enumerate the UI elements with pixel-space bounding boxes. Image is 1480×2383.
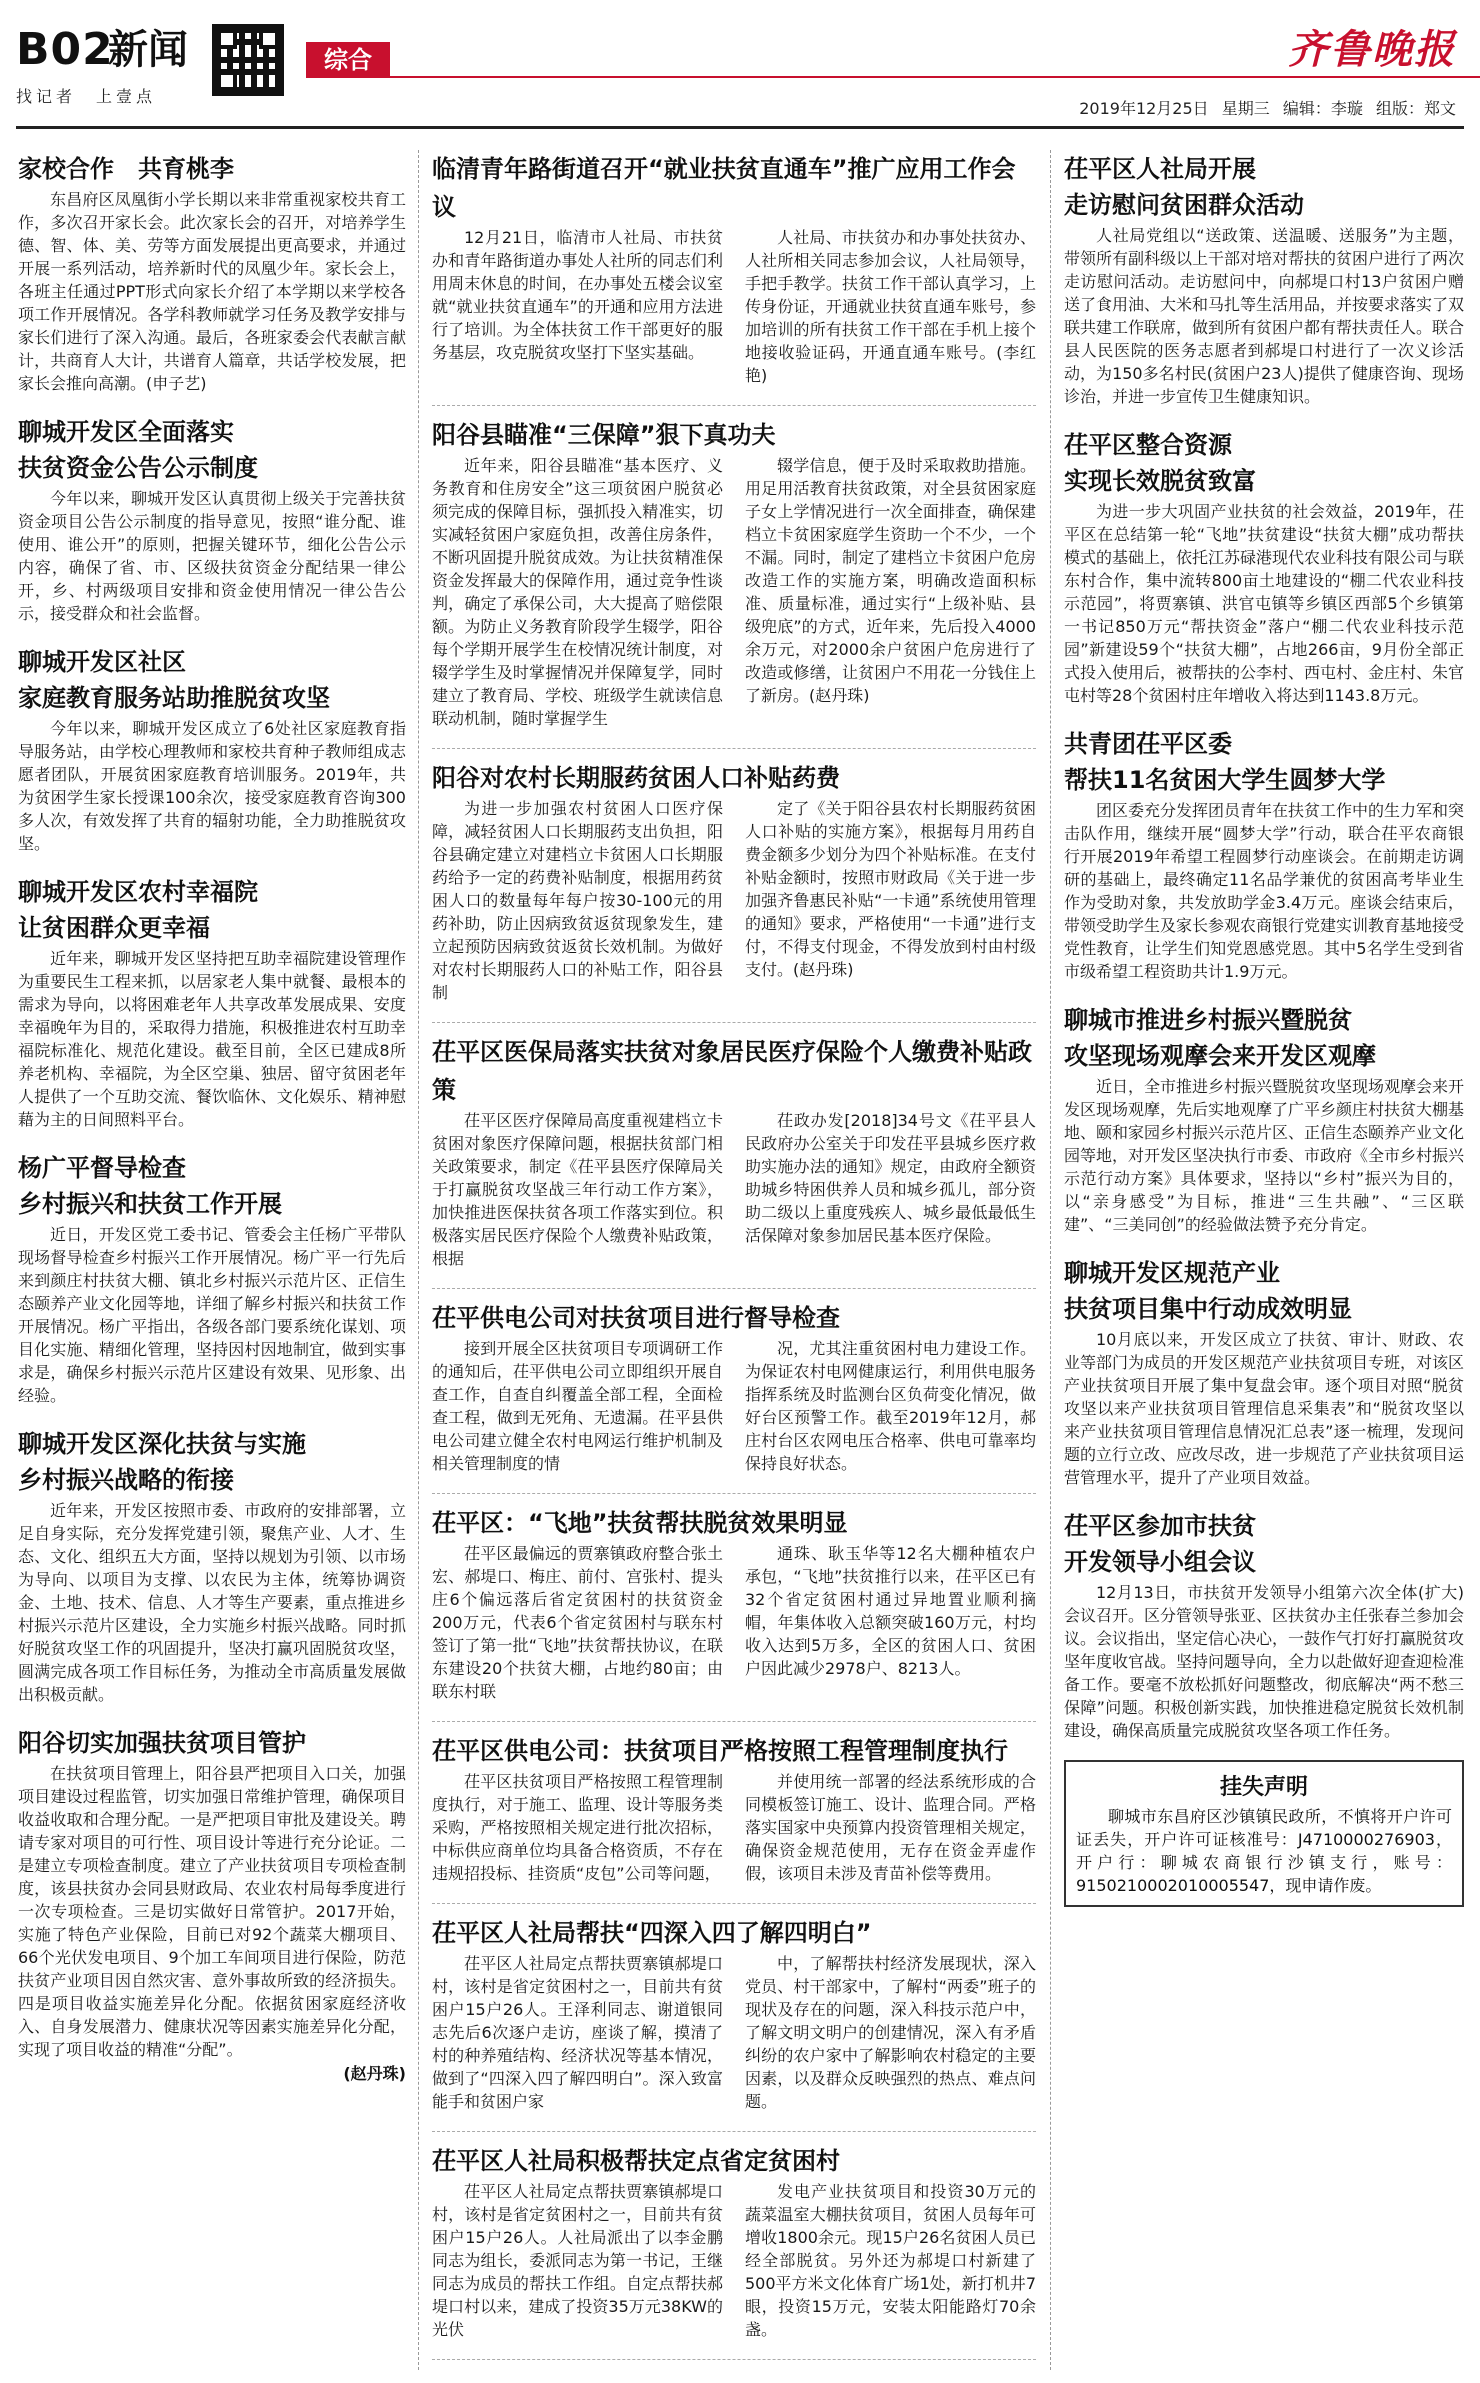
text-column xyxy=(745,1770,1036,1885)
article xyxy=(18,1724,406,2084)
paragraph: 通珠、耿玉华等12名大棚种植农户承包，“飞地”扶贫推行以来，茌平区已有32个省定贫困村通过异地置业顺利摘帽，年集体收入总额突破160万元，村均收入达到5万多，全区的贫困人口、贫困户因此减少2978户、8213人。 xyxy=(745,1544,1036,1678)
page-header xyxy=(0,0,1480,140)
article-subtitle: 开发领导小组会议 xyxy=(1064,1548,1256,1576)
article-body xyxy=(432,1542,1036,1703)
article xyxy=(432,1299,1036,1475)
article xyxy=(1064,725,1464,983)
header-rule xyxy=(16,126,1464,129)
text-column xyxy=(432,1770,723,1885)
text-column xyxy=(432,797,723,1004)
article xyxy=(18,150,406,395)
article-separator xyxy=(432,2359,1036,2360)
article xyxy=(1064,1001,1464,1236)
article-body xyxy=(432,797,1036,1004)
article-title: 聊城开发区农村幸福院 xyxy=(18,878,258,906)
editor: 编辑：李璇 xyxy=(1282,99,1363,118)
text-column xyxy=(432,1542,723,1703)
header-accent-line xyxy=(390,76,1480,78)
text-column xyxy=(745,1337,1036,1475)
article-subtitle: 走访慰问贫困群众活动 xyxy=(1064,191,1304,219)
section-tag: 综合 xyxy=(306,42,390,78)
article-separator xyxy=(432,405,1036,406)
text-column xyxy=(432,226,723,387)
paragraph: 中，了解帮扶村经济发展现状，深入党员、村干部家中，了解村“两委”班子的现状及存在的问题，深入科技示范户中，了解文明文明户的创建情况，深入有矛盾纠纷的农户家中了解影响农村稳定的主要因素，以及群众反映强烈的热点、难点问题。 xyxy=(745,1954,1036,2111)
article-subtitle: 乡村振兴战略的衔接 xyxy=(18,1466,234,1494)
article xyxy=(432,1504,1036,1703)
text-column xyxy=(745,1952,1036,2113)
article xyxy=(432,1732,1036,1885)
paragraph: 并使用统一部署的经法系统形成的合同模板签订施工、设计、监理合同。严格落实国家中央预算内投资管理相关规定，确保资金规范使用，无存在资金弄虚作假，该项目未涉及青苗补偿等费用。 xyxy=(745,1772,1036,1883)
issue-date: 2019年12月25日 xyxy=(1079,99,1209,118)
article-title: 茌平供电公司对扶贫项目进行督导检查 xyxy=(432,1304,840,1332)
article xyxy=(432,1033,1036,1270)
paragraph: 辍学信息，便于及时采取救助措施。用足用活教育扶贫政策，对全县贫困家庭子女上学情况进行一次全面排查，确保建档立卡贫困家庭学生资助一个不少，一个不漏。同时，制定了建档立卡贫困户危房改造工作的实施方案，明确改造面积标准、质量标准，通过实行“上级补贴、县级兜底”的方式，近年来，先后投入4000余万元，对2000余户贫困户危房进行了改造或修缮，让贫困户不用花一分钱住上了新房。(赵丹珠) xyxy=(745,456,1036,705)
article xyxy=(18,643,406,855)
article-body xyxy=(432,454,1036,730)
article-separator xyxy=(432,2131,1036,2132)
paragraph: 况，尤其注重贫困村电力建设工作。为保证农村电网健康运行，利用供电服务指挥系统及时监测台区负荷变化情况，做好台区预警工作。截至2019年12月，郝庄村台区农网电压合格率、供电可靠率均保持良好状态。 xyxy=(745,1339,1036,1473)
newspaper-logo: 齐鲁晚报 xyxy=(1288,26,1456,73)
article-separator xyxy=(432,748,1036,749)
article-subtitle: 帮扶11名贫困大学生圆梦大学 xyxy=(1064,766,1386,794)
slogan: 找记者 上壹点 xyxy=(16,87,157,106)
paragraph: 发电产业扶贫项目和投资30万元的蔬菜温室大棚扶贫项目，贫困人员每年可增收1800余元。现15户26名贫困人员已经全部脱贫。另外还为郝堤口村新建了500平方米文化体育广场1处，新打机井7眼，投资15万元，安装太阳能路灯70余盏。 xyxy=(745,2182,1036,2339)
paragraph: 为进一步加强农村贫困人口医疗保障，减轻贫困人口长期服药支出负担，阳谷县确定建立对建档立卡贫困人口长期服药给予一定的药费补贴制度，根据用药贫困人口的数量每年每户按30-100元的用药补助，防止因病致贫返贫现象发生，建立起预防因病致贫返贫长效机制。为做好对农村长期服药人口的补贴工作，阳谷县制 xyxy=(432,799,723,1002)
column-divider xyxy=(1050,150,1051,2370)
article-body xyxy=(432,1109,1036,1270)
text-column xyxy=(432,2180,723,2341)
article xyxy=(432,1914,1036,2113)
column-center xyxy=(432,150,1036,2370)
article-title: 茌平区整合资源 xyxy=(1064,431,1232,459)
article-subtitle: 扶贫资金公告公示制度 xyxy=(18,454,258,482)
paragraph: 人社局党组以“送政策、送温暖、送服务”为主题，带领所有副科级以上干部对培对帮扶的贫困户进行了两次走访慰问活动。走访慰问中，向郝堤口村13户贫困户赠送了食用油、大米和马扎等生活用品，并按要求落实了双联共建工作联席，做到所有贫困户都有帮扶责任人。联合县人民医院的医务志愿者到郝堤口村进行了一次义诊活动，为150多名村民(贫困户23人)提供了健康咨询、现场诊治，并进一步宣传卫生健康知识。 xyxy=(1064,226,1465,406)
article-title: 临清青年路街道召开“就业扶贫直通车”推广应用工作会议 xyxy=(432,155,1016,221)
article-body xyxy=(432,1337,1036,1475)
article-title: 阳谷县瞄准“三保障”狠下真功夫 xyxy=(432,421,776,449)
paragraph: 10月底以来，开发区成立了扶贫、审计、财政、农业等部门为成员的开发区规范产业扶贫项目专班，对该区产业扶贫项目开展了集中复盘会审。逐个项目对照“脱贫攻坚以来产业扶贫项目管理信息采集表”和“脱贫攻坚以来产业扶贫项目管理信息情况汇总表”逐一梳理，发现问题的立行立改、应改尽改，进一步规范了产业扶贫项目运营管理水平，提升了产业项目效益。 xyxy=(1064,1330,1465,1487)
article-subtitle: 攻坚现场观摩会来开发区观摩 xyxy=(1064,1042,1376,1070)
article-body xyxy=(432,1770,1036,1885)
issue-weekday: 星期三 xyxy=(1221,99,1270,118)
article-title: 茌平区人社局积极帮扶定点省定贫困村 xyxy=(432,2147,840,2175)
paragraph: 近年来，聊城开发区坚持把互助幸福院建设管理作为重要民生工程来抓，以居家老人集中就餐、最根本的需求为导向，以将困难老年人共享改革发展成果、安度幸福晚年为目的，采取得力措施，积极推进农村互助幸福院标准化、规范化建设。截至目前，全区已建成8所养老机构、幸福院，为全区空巢、独居、留守贫困老年人提供了一个互助交流、餐饮临休、文化娱乐、精神慰藉为主的日间照料平台。 xyxy=(18,949,406,1129)
article-title: 家校合作 共育桃李 xyxy=(18,155,234,183)
section-name: 新闻 xyxy=(108,27,188,73)
article-title: 聊城开发区社区 xyxy=(18,648,186,676)
article-body xyxy=(432,1952,1036,2113)
column-divider xyxy=(418,150,419,2370)
text-column xyxy=(745,454,1036,730)
article-title: 茌平区供电公司：扶贫项目严格按照工程管理制度执行 xyxy=(432,1737,1008,1765)
text-column xyxy=(432,1952,723,2113)
paragraph: 人社局、市扶贫办和办事处扶贫办、人社所相关同志参加会议，人社局领导，手把手教学。扶贫工作干部认真学习，上传身份证，开通就业扶贫直通车账号，参加培训的所有扶贫工作干部在手机上接个地接收验证码，开通直通车账号。(李红艳) xyxy=(745,228,1036,385)
article xyxy=(1064,1254,1464,1489)
article xyxy=(18,1425,406,1706)
notice-title: 挂失声明 xyxy=(1219,1775,1308,1800)
article-separator xyxy=(432,1288,1036,1289)
paragraph: 近年来，阳谷县瞄准“基本医疗、义务教育和住房安全”这三项贫困户脱贫必须完成的保障目标，强抓投入精准实，切实减轻贫困户家庭负担，改善住房条件，不断巩固提升脱贫成效。为让扶贫精准保资金发挥最大的保障作用，通过竞争性谈判，确定了承保公司，大大提高了赔偿限额。为防止义务教育阶段学生辍学，阳谷每个学期开展学生在校情况统计制度，对辍学学生及时掌握情况并保障复学，同时建立了教育局、学校、班级学生就读信息联动机制，随时掌握学生 xyxy=(432,456,723,728)
paragraph: 茌平区医疗保障局高度重视建档立卡贫困对象医疗保障问题，根据扶贫部门相关政策要求，制定《茌平县医疗保障局关于打赢脱贫攻坚战三年行动工作方案》，加快推进医保扶贫各项工作落实到位。积极落实居民医疗保险个人缴费补贴政策，根据 xyxy=(432,1111,723,1268)
article-separator xyxy=(432,1721,1036,1722)
lost-notice xyxy=(1064,1760,1464,1907)
article-title: 阳谷切实加强扶贫项目管护 xyxy=(18,1729,306,1757)
article xyxy=(432,2142,1036,2341)
text-column xyxy=(432,454,723,730)
article-title: 杨广平督导检查 xyxy=(18,1154,186,1182)
paragraph: 东昌府区凤凰街小学长期以来非常重视家校共育工作，多次召开家长会。此次家长会的召开，对培养学生德、智、体、美、劳等方面发展提出更高要求，并通过开展一系列活动，培养新时代的凤凰少年。家长会上，各班主任通过PPT形式向家长介绍了本学期以来学校各项工作开展情况。各学科教师就学习任务及教学安排与家长们进行了深入沟通。最后，各班家委会代表献言献计，共商育人大计，共谱育人篇章，共话学校发展，把家长会推向高潮。(申子艺) xyxy=(18,190,406,393)
article-subtitle: 家庭教育服务站助推脱贫攻坚 xyxy=(18,684,330,712)
article-separator xyxy=(432,1022,1036,1023)
article-title: 共青团茌平区委 xyxy=(1064,730,1232,758)
article-title: 茌平区参加市扶贫 xyxy=(1064,1512,1256,1540)
page-number: B02 xyxy=(16,24,114,75)
paragraph: 茌平区最偏远的贾寨镇政府整合张土宏、郝堤口、梅庄、前付、宫张村、提头庄6个偏远落后省定贫困村的扶贫资金200万元，代表6个省定贫困村与联东村签订了第一批“飞地”扶贫帮扶协议，在联东建设20个扶贫大棚，占地约80亩；由联东村联 xyxy=(432,1544,723,1701)
article-body xyxy=(432,2180,1036,2341)
paragraph: 接到开展全区扶贫项目专项调研工作的通知后，茌平供电公司立即组织开展自查工作，自查自纠覆盖全部工程，全面检查工程，做到无死角、无遗漏。茌平县供电公司建立健全农村电网运行维护机制及相关管理制度的情 xyxy=(432,1339,723,1473)
designer: 组版：郑文 xyxy=(1375,99,1456,118)
article-body xyxy=(432,226,1036,387)
paragraph: 茌政办发[2018]34号文《茌平县人民政府办公室关于印发茌平县城乡医疗救助实施办法的通知》规定，由政府全额资助城乡特困供养人员和城乡孤儿，部分资助二级以上重度残疾人、城乡最低最低生活保障对象参加居民基本医疗保险。 xyxy=(745,1111,1036,1245)
article xyxy=(432,759,1036,1004)
text-column xyxy=(745,226,1036,387)
column-right xyxy=(1064,150,1464,1907)
article-separator xyxy=(432,1903,1036,1904)
paragraph: 12月13日，市扶贫开发领导小组第六次全体(扩大)会议召开。区分管领导张亚、区扶贫办主任张春兰参加会议。会议指出，坚定信心决心，一鼓作气打好打赢脱贫攻坚年度收官战。坚持问题导向，全力以赴做好迎查迎检准备工作。要毫不放松抓好问题整改，彻底解决“两不愁三保障”问题。积极创新实践，加快推进稳定脱贫长效机制建设，确保高质量完成脱贫攻坚各项工作任务。 xyxy=(1064,1583,1465,1740)
article xyxy=(18,1149,406,1407)
article xyxy=(1064,1507,1464,1742)
text-column xyxy=(432,1109,723,1270)
qr-code-icon[interactable] xyxy=(212,24,284,96)
column-left xyxy=(18,150,406,2102)
paragraph: 茌平区人社局定点帮扶贾寨镇郝堤口村，该村是省定贫困村之一，目前共有贫困户15户26人。王泽利同志、谢道银同志先后6次逐户走访，座谈了解，摸清了村的种养殖结构、经济状况等基本情况，做到了“四深入四了解四明白”。深入致富能手和贫困户家 xyxy=(432,1954,723,2111)
article-title: 茌平区：“飞地”扶贫帮扶脱贫效果明显 xyxy=(432,1509,848,1537)
paragraph: 今年以来，聊城开发区成立了6处社区家庭教育指导服务站，由学校心理教师和家校共育种子教师组成志愿者团队，开展贫困家庭教育培训服务。2019年，共为贫困学生家长授课100余次，接受家庭教育咨询300多人次，有效发挥了共育的辐射功能，全力助推脱贫攻坚。 xyxy=(18,719,406,853)
text-column xyxy=(432,1337,723,1475)
paragraph: 12月21日，临清市人社局、市扶贫办和青年路街道办事处人社所的同志们利用周末休息的时间，在办事处五楼会议室就“就业扶贫直通车”的开通和应用方法进行了培训。为全体扶贫工作干部更好的服务基层，攻克脱贫攻坚打下坚实基础。 xyxy=(432,228,723,362)
article-title: 茌平区医保局落实扶贫对象居民医疗保险个人缴费补贴政策 xyxy=(432,1038,1032,1104)
issue-meta xyxy=(1079,96,1456,119)
article-subtitle: 乡村振兴和扶贫工作开展 xyxy=(18,1190,282,1218)
article-title: 阳谷对农村长期服药贫困人口补贴药费 xyxy=(432,764,840,792)
paragraph: 团区委充分发挥团员青年在扶贫工作中的生力军和突击队作用，继续开展“圆梦大学”行动，联合茌平农商银行开展2019年希望工程圆梦行动座谈会。在前期走访调研的基础上，最终确定11名品学兼优的贫困高考毕业生作为受助对象，共发放助学金3.4万元。座谈会结束后，带领受助学生及家长参观农商银行党建实训教育基地接受党性教育，让学生们知党恩感党恩。其中5名学生受到省市级希望工程资助共计1.9万元。 xyxy=(1064,801,1465,981)
notice-text: 聊城市东昌府区沙镇镇民政所，不慎将开户许可证丢失，开户许可证核准号：J4710000276903，开户行：聊城农商银行沙镇支行，账号：9150210002010005547，现申请作废。 xyxy=(1076,1807,1452,1895)
paragraph: 在扶贫项目管理上，阳谷县严把项目入口关，加强项目建设过程监管，切实加强日常维护管理，确保项目收益收取和合理分配。一是严把项目审批及建设关。聘请专家对项目的可行性、项目设计等进行充分论证。二是建立专项检查制度。建立了产业扶贫项目专项检查制度，该县扶贫办会同县财政局、农业农村局每季度进行一次专项检查。三是切实做好日常管护。2017开始，实施了特色产业保险，目前已对92个蔬菜大棚项目、66个光伏发电项目、9个加工车间项目进行保险，防范扶贫产业项目因自然灾害、意外事故所致的经济损失。四是项目收益实施差异化分配。依据贫困家庭经济收入、自身发展潜力、健康状况等因素实施差异化分配，实现了项目收益的精准“分配”。 xyxy=(18,1764,406,2059)
article-subtitle: 扶贫项目集中行动成效明显 xyxy=(1064,1295,1352,1323)
byline: (赵丹珠) xyxy=(343,2064,406,2083)
article-separator xyxy=(432,1493,1036,1494)
text-column xyxy=(745,2180,1036,2341)
text-column xyxy=(745,1109,1036,1270)
paragraph: 为进一步大巩固产业扶贫的社会效益，2019年，茌平区在总结第一轮“飞地”扶贫建设“扶贫大棚”成功帮扶模式的基础上，依托江苏碌港现代农业科技有限公司与联东村合作，集中流转800亩土地建设的“棚二代农业科技示范园”，将贾寨镇、洪官屯镇等乡镇区西部5个乡镇第一书记850万元“帮扶资金”落户“棚二代农业科技示范园”新建设59个“扶贫大棚”，占地266亩，9月份全部正式投入使用后，被帮扶的公李村、西屯村、金庄村、朱官屯村等28个贫困村庄年增收入将达到1143.8万元。 xyxy=(1064,502,1465,705)
paragraph: 茌平区扶贫项目严格按照工程管理制度执行，对于施工、监理、设计等服务类采购，严格按照相关规定进行批次招标，中标供应商单位均具备合格资质，不存在违规招投标、挂资质“皮包”公司等问题， xyxy=(432,1772,723,1883)
paragraph: 定了《关于阳谷县农村长期服药贫困人口补贴的实施方案》，根据每月用药自费金额多少划分为四个补贴标准。在支付补贴金额时，按照市财政局《关于进一步加强齐鲁惠民补贴“一卡通”系统使用管理的通知》要求，严格使用“一卡通”进行支付，不得支付现金，不得发放到村由村级支付。(赵丹珠) xyxy=(745,799,1036,979)
article-subtitle: 让贫困群众更幸福 xyxy=(18,914,210,942)
article-title: 聊城开发区全面落实 xyxy=(18,418,234,446)
article xyxy=(432,150,1036,387)
paragraph: 今年以来，聊城开发区认真贯彻上级关于完善扶贫资金项目公告公示制度的指导意见，按照“谁分配、谁使用、谁公开”的原则，把握关键环节，细化公告公示内容，确保了省、市、区级扶贫资金分配结果一律公开，乡、村两级项目安排和资金使用情况一律公告公示，接受群众和社会监督。 xyxy=(18,489,406,623)
paragraph: 近日，全市推进乡村振兴暨脱贫攻坚现场观摩会来开发区现场观摩，先后实地观摩了广平乡颜庄村扶贫大棚基地、颐和家园乡村振兴示范片区、正信生态颐养产业文化园等地，对开发区坚决执行市委、市政府《全市乡村振兴示范行动方案》具体要求，坚持以“乡村”振兴为目的，以“亲身感受”为目标，推进“三生共融”、“三区联建”、“三美同创”的经验做法赞予充分肯定。 xyxy=(1064,1077,1465,1234)
article xyxy=(1064,426,1464,707)
article-title: 聊城开发区深化扶贫与实施 xyxy=(18,1430,306,1458)
paragraph: 近日，开发区党工委书记、管委会主任杨广平带队现场督导检查乡村振兴工作开展情况。杨广平一行先后来到颜庄村扶贫大棚、镇北乡村振兴示范片区、正信生态颐养产业文化园等地，详细了解乡村振兴和扶贫工作开展情况。杨广平指出，各级各部门要系统化谋划、项目化实施、精细化管理，坚持因村因地制宜，做到实事求是，确保乡村振兴示范片区建设有效果、见形象、出经验。 xyxy=(18,1225,406,1405)
article-title: 聊城市推进乡村振兴暨脱贫 xyxy=(1064,1006,1352,1034)
text-column xyxy=(745,797,1036,1004)
article-title: 聊城开发区规范产业 xyxy=(1064,1259,1280,1287)
article-title: 茌平区人社局帮扶“四深入四了解四明白” xyxy=(432,1919,872,1947)
article xyxy=(1064,150,1464,408)
article xyxy=(18,873,406,1131)
paragraph: 茌平区人社局定点帮扶贾寨镇郝堤口村，该村是省定贫困村之一，目前共有贫困户15户26人。人社局派出了以李金鹏同志为组长，委派同志为第一书记，王继同志为成员的帮扶工作组。自定点帮扶郝堤口村以来，建成了投资35万元38KW的光伏 xyxy=(432,2182,723,2339)
text-column xyxy=(745,1542,1036,1703)
paragraph: 近年来，开发区按照市委、市政府的安排部署，立足自身实际，充分发挥党建引领，聚焦产业、人才、生态、文化、组织五大方面，坚持以规划为引领、以市场为导向、以项目为支撑、以农民为主体，统筹协调资金、土地、技术、信息、人才等生产要素，重点推进乡村振兴示范片区建设，全力实施乡村振兴战略。同时抓好脱贫攻坚工作的巩固提升，坚决打赢巩固脱贫攻坚，圆满完成各项工作目标任务，为推动全市高质量发展做出积极贡献。 xyxy=(18,1501,406,1704)
article-title: 茌平区人社局开展 xyxy=(1064,155,1256,183)
article-subtitle: 实现长效脱贫致富 xyxy=(1064,467,1256,495)
article xyxy=(432,416,1036,730)
article xyxy=(18,413,406,625)
